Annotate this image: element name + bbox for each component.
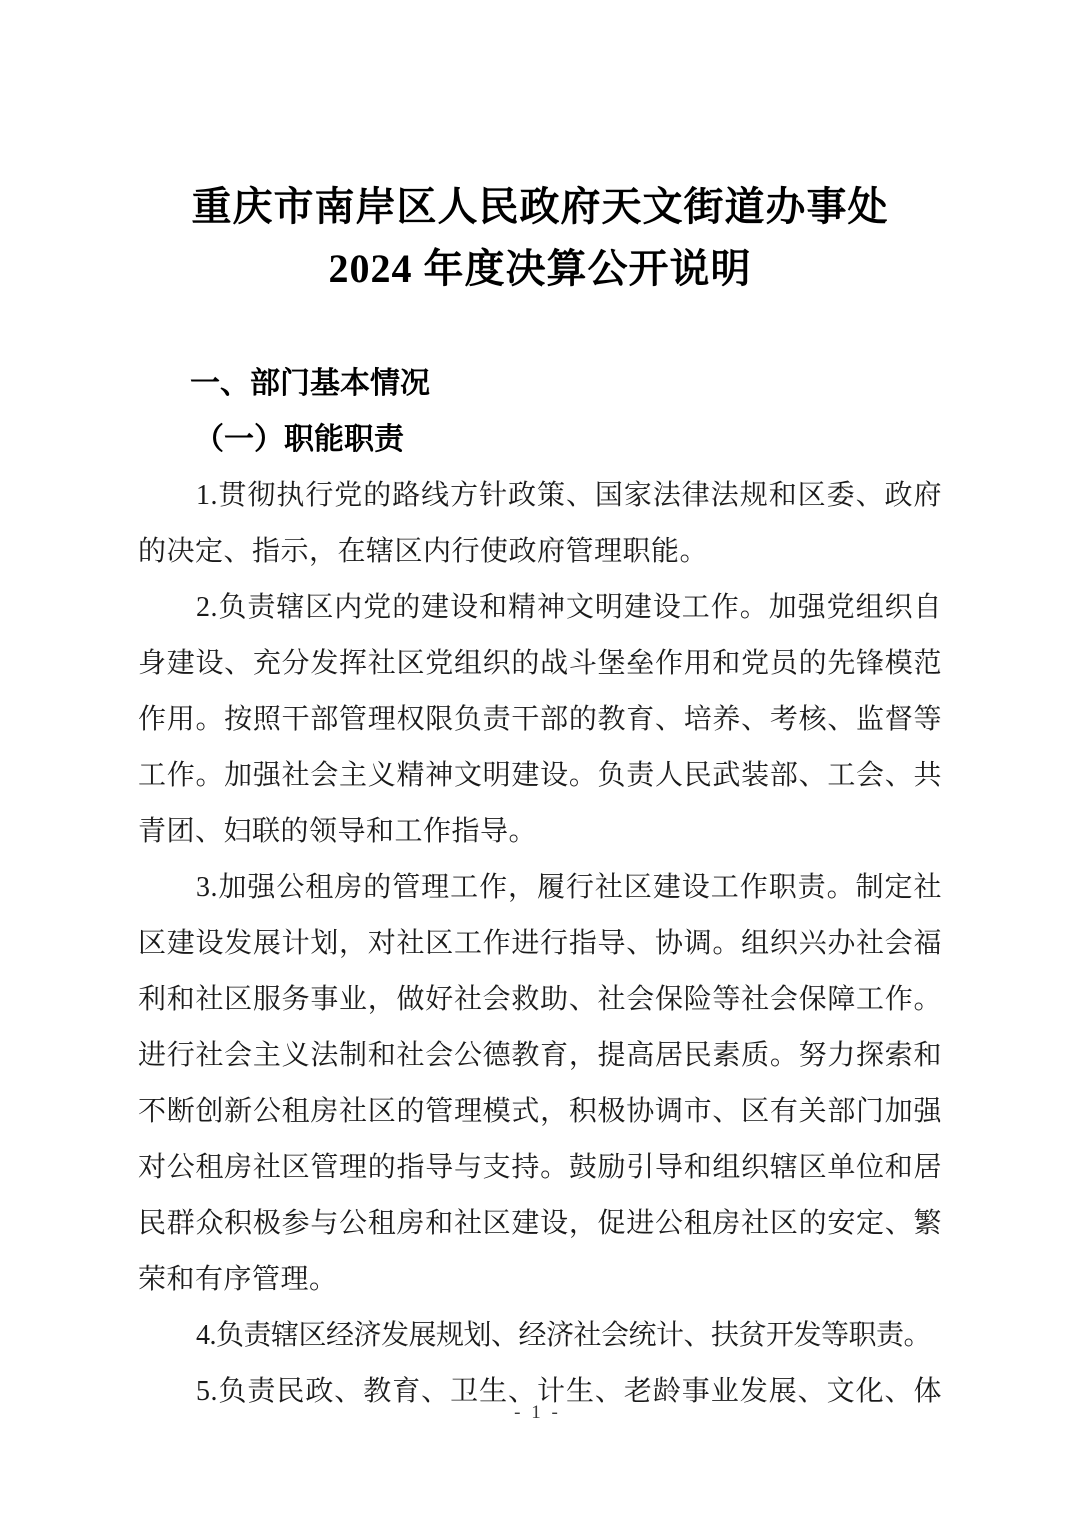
document-content	[138, 0, 942, 1420]
document-title-line1: 重庆市南岸区人民政府天文街道办事处	[191, 184, 889, 229]
document-title-line2: 2024 年度决算公开说明	[328, 246, 752, 291]
paragraph-duty-5-continued: 5.负责民政、教育、卫生、计生、老龄事业发展、文化、体	[196, 1376, 942, 1407]
page-number: - 1 -	[514, 1402, 561, 1423]
paragraph-duty-2: 2.负责辖区内党的建设和精神文明建设工作。加强党组织自身建设、充分发挥社区党组织的战斗堡垒作用和党员的先锋模范作用。按照干部管理权限负责干部的教育、培养、考核、监督等工作。加强社会主义精神文明建设。负责人民武装部、工会、共青团、妇联的领导和工作指导。	[138, 592, 942, 847]
document-title	[138, 176, 942, 300]
paragraph-duty-1: 1.贯彻执行党的路线方针政策、国家法律法规和区委、政府的决定、指示，在辖区内行使政府管理职能。	[138, 480, 942, 567]
paragraph-duty-4: 4.负责辖区经济发展规划、经济社会统计、扶贫开发等职责。	[196, 1320, 932, 1351]
subsection-heading-duties: （一）职能职责	[194, 423, 404, 456]
section-heading-basic-info: 一、部门基本情况	[190, 367, 430, 400]
paragraph-duty-3: 3.加强公租房的管理工作，履行社区建设工作职责。制定社区建设发展计划，对社区工作进行指导、协调。组织兴办社会福利和社区服务事业，做好社会救助、社会保险等社会保障工作。进行社会主义法制和社会公德教育，提高居民素质。努力探索和不断创新公租房社区的管理模式，积极协调市、区有关部门加强对公租房社区管理的指导与支持。鼓励引导和组织辖区单位和居民群众积极参与公租房和社区建设，促进公租房社区的安定、繁荣和有序管理。	[138, 872, 942, 1295]
